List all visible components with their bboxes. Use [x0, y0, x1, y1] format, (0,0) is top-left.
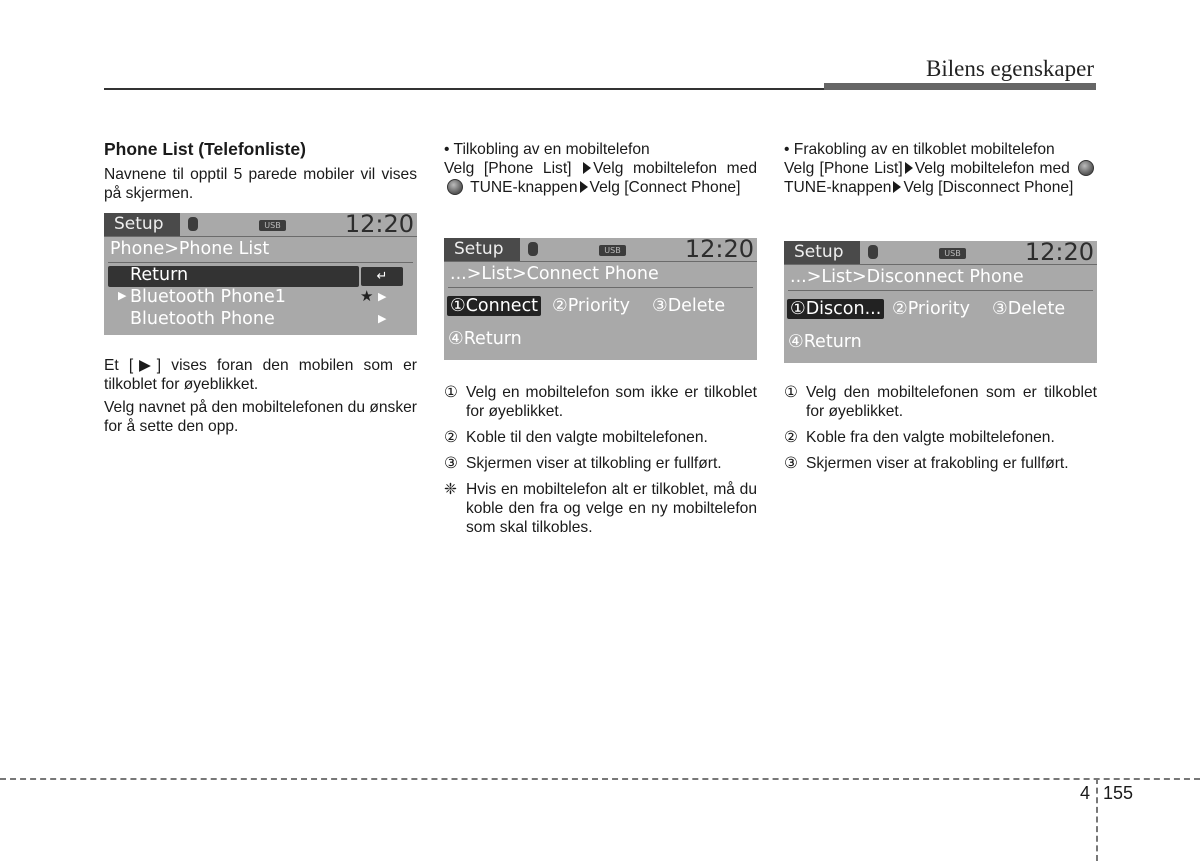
setup-tab: Setup	[784, 241, 860, 264]
usb-icon: USB	[259, 220, 286, 231]
bluetooth-icon	[528, 242, 538, 256]
note-select-phone: Velg navnet på den mobiltelefonen du ønsker for å sette den opp.	[104, 399, 417, 435]
screen-path: ...>List>Connect Phone	[450, 264, 659, 284]
tune-knob-icon	[1078, 160, 1094, 176]
star-icon: ★	[360, 287, 374, 305]
usb-icon: USB	[599, 245, 626, 256]
option-delete[interactable]: ③Delete	[652, 296, 726, 316]
bluetooth-icon	[868, 245, 878, 259]
list-item-phone1[interactable]: Bluetooth Phone1	[130, 287, 286, 307]
steps-list	[784, 383, 1097, 473]
column-phone-list-notes	[104, 356, 417, 436]
list-item: ③ Skjermen viser at frakobling er fullført.	[784, 455, 1069, 472]
option-connect[interactable]: ①Connect	[447, 296, 541, 316]
chapter-number: 4	[1080, 783, 1091, 803]
option-priority[interactable]: ②Priority	[892, 299, 970, 319]
list-item: ② Koble fra den valgte mobiltelefonen.	[784, 429, 1055, 446]
column-connect	[444, 140, 757, 197]
header-bar	[824, 83, 1096, 90]
column-phone-list	[104, 140, 417, 203]
list-item: ① Velg en mobiltelefon som ikke er tilkoblet for øyeblikket.	[444, 384, 757, 420]
instruction	[784, 159, 1097, 197]
column-disconnect-steps	[784, 383, 1097, 480]
header-rule	[104, 88, 824, 90]
section-heading: Phone List (Telefonliste)	[104, 139, 306, 159]
list-item-phone2[interactable]: Bluetooth Phone	[130, 309, 275, 329]
screen-topbar	[444, 238, 757, 262]
arrow-right-icon	[905, 162, 913, 174]
arrow-right-icon	[583, 162, 591, 174]
instruction-part: Velg [Phone List]	[784, 160, 903, 177]
connected-marker-icon: ▶	[118, 289, 127, 302]
screen-path: ...>List>Disconnect Phone	[790, 267, 1024, 287]
arrow-right-icon	[580, 181, 588, 193]
column-disconnect	[784, 140, 1097, 197]
list-item: ❈ Hvis en mobiltelefon alt er tilkoblet, må du koble den fra og velge en ny mobiltelefon som skal tilkobles.	[444, 481, 757, 536]
screen-divider	[108, 262, 413, 263]
back-arrow-icon[interactable]: ↵	[361, 267, 403, 286]
option-return[interactable]: ④Return	[448, 329, 522, 349]
clock: 12:20	[1024, 241, 1094, 266]
clock: 12:20	[344, 213, 414, 238]
running-header: Bilens egenskaper	[926, 56, 1094, 81]
bullet-heading: • Tilkobling av en mobiltelefon	[444, 141, 650, 158]
screen-topbar	[784, 241, 1097, 265]
option-return[interactable]: ④Return	[788, 332, 862, 352]
bullet-heading: • Frakobling av en tilkoblet mobiltelefon	[784, 141, 1055, 158]
list-item: ① Velg den mobiltelefonen som er tilkoblet for øyeblikket.	[784, 384, 1097, 420]
option-priority[interactable]: ②Priority	[552, 296, 630, 316]
screen-path: Phone>Phone List	[110, 239, 270, 259]
column-connect-steps	[444, 383, 757, 544]
page-number: 155	[1103, 783, 1134, 803]
bluetooth-icon	[188, 217, 198, 231]
instruction-part: Velg [Phone List]	[444, 160, 572, 177]
screen-topbar	[104, 213, 417, 237]
chevron-right-icon: ▶	[378, 290, 387, 303]
instruction-part: TUNE-knappen	[784, 179, 892, 196]
instruction	[444, 159, 757, 197]
instruction-part: Velg [Connect Phone]	[589, 179, 741, 196]
arrow-right-icon	[893, 181, 901, 193]
intro-text: Navnene til opptil 5 parede mobiler vil vises på skjermen.	[104, 166, 417, 202]
list-item: ② Koble til den valgte mobiltelefonen.	[444, 429, 708, 446]
screen-divider	[448, 287, 753, 288]
setup-tab: Setup	[444, 238, 520, 261]
clock: 12:20	[684, 238, 754, 263]
list-item-return[interactable]: Return	[130, 265, 189, 285]
list-item: ③ Skjermen viser at tilkobling er fullført.	[444, 455, 722, 472]
option-disconnect[interactable]: ①Discon...	[787, 299, 884, 319]
phone-list-screen	[104, 213, 417, 335]
chevron-right-icon: ▶	[378, 312, 387, 325]
steps-list	[444, 383, 757, 537]
setup-tab: Setup	[104, 213, 180, 236]
disconnect-phone-screen	[784, 241, 1097, 363]
instruction-part: Velg [Disconnect Phone]	[903, 179, 1074, 196]
option-delete[interactable]: ③Delete	[992, 299, 1066, 319]
footer-dashed-divider	[1096, 778, 1098, 861]
instruction-part: TUNE-knappen	[470, 179, 578, 196]
screen-divider	[788, 290, 1093, 291]
connect-phone-screen	[444, 238, 757, 360]
instruction-part: Velg mobiltelefon med	[914, 160, 1070, 177]
footer-dashed-rule	[0, 778, 1200, 780]
note-connected-marker: Et [▶] vises foran den mobilen som er tilkoblet for øyeblikket.	[104, 357, 417, 393]
usb-icon: USB	[939, 248, 966, 259]
instruction-part: Velg mobiltelefon med	[593, 160, 757, 177]
tune-knob-icon	[447, 179, 463, 195]
